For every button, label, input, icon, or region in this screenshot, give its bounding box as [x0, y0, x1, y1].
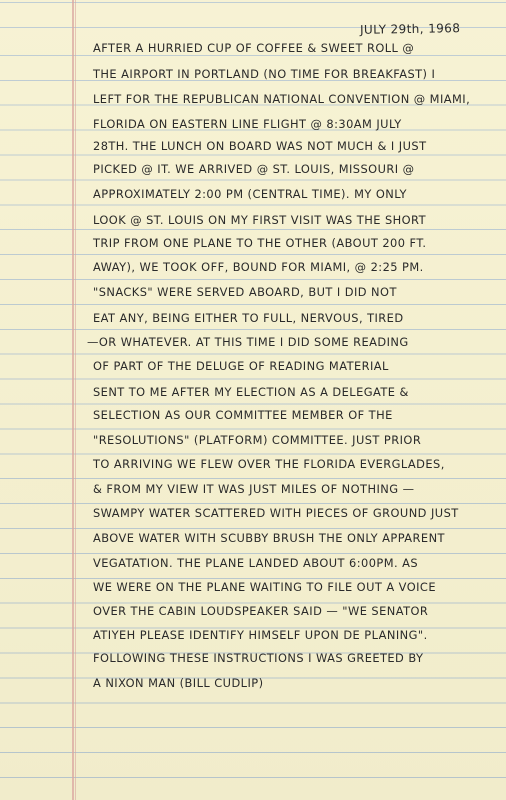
text-line: SELECTION AS OUR COMMITTEE MEMBER OF THE: [93, 408, 393, 422]
text-line: OVER THE CABIN LOUDSPEAKER SAID — "WE SENATOR: [93, 604, 429, 618]
text-line: APPROXIMATELY 2:00 PM (CENTRAL TIME). MY ONLY: [93, 187, 407, 201]
text-line: AFTER A HURRIED CUP OF COFFEE & SWEET ROLL @: [93, 41, 415, 55]
margin-line: [72, 0, 74, 800]
text-line: —OR WHATEVER. AT THIS TIME I DID SOME READING: [87, 335, 409, 349]
text-line: PICKED @ IT. WE ARRIVED @ ST. LOUIS, MISSOURI @: [93, 162, 415, 176]
text-line: ABOVE WATER WITH SCUBBY BRUSH THE ONLY APPARENT: [93, 531, 445, 545]
text-line: OF PART OF THE DELUGE OF READING MATERIAL: [93, 359, 389, 373]
text-line: "SNACKS" WERE SERVED ABOARD, BUT I DID NOT: [93, 285, 397, 299]
date-heading: JULY 29th, 1968: [359, 21, 461, 37]
text-line: WE WERE ON THE PLANE WAITING TO FILE OUT A VOICE: [93, 580, 436, 594]
text-line: FOLLOWING THESE INSTRUCTIONS I WAS GREETED BY: [93, 651, 424, 665]
text-line: FLORIDA ON EASTERN LINE FLIGHT @ 8:30AM JULY: [93, 117, 402, 131]
text-line: TO ARRIVING WE FLEW OVER THE FLORIDA EVERGLADES,: [93, 457, 445, 471]
text-line: 28TH. THE LUNCH ON BOARD WAS NOT MUCH & I JUST: [93, 139, 427, 153]
text-line: TRIP FROM ONE PLANE TO THE OTHER (ABOUT 200 FT.: [93, 236, 427, 250]
margin-line-inner: [75, 0, 76, 800]
text-line: LEFT FOR THE REPUBLICAN NATIONAL CONVENTION @ MIAMI,: [93, 92, 471, 106]
text-line: AWAY), WE TOOK OFF, BOUND FOR MIAMI, @ 2:25 PM.: [93, 260, 424, 274]
text-line: SENT TO ME AFTER MY ELECTION AS A DELEGATE &: [93, 385, 409, 399]
text-line: VEGATATION. THE PLANE LANDED ABOUT 6:00PM. AS: [93, 556, 419, 570]
text-line: EAT ANY, BEING EITHER TO FULL, NERVOUS, TIRED: [93, 311, 404, 325]
text-line: THE AIRPORT IN PORTLAND (NO TIME FOR BREAKFAST) I: [93, 67, 436, 81]
text-line: & FROM MY VIEW IT WAS JUST MILES OF NOTHING —: [93, 482, 415, 496]
text-line: SWAMPY WATER SCATTERED WITH PIECES OF GROUND JUST: [93, 506, 459, 520]
text-line: LOOK @ ST. LOUIS ON MY FIRST VISIT WAS THE SHORT: [93, 213, 426, 227]
text-line: ATIYEH PLEASE IDENTIFY HIMSELF UPON DE PLANING".: [93, 628, 428, 642]
text-line: A NIXON MAN (BILL CUDLIP): [93, 676, 264, 690]
text-line: "RESOLUTIONS" (PLATFORM) COMMITTEE. JUST PRIOR: [93, 433, 422, 447]
